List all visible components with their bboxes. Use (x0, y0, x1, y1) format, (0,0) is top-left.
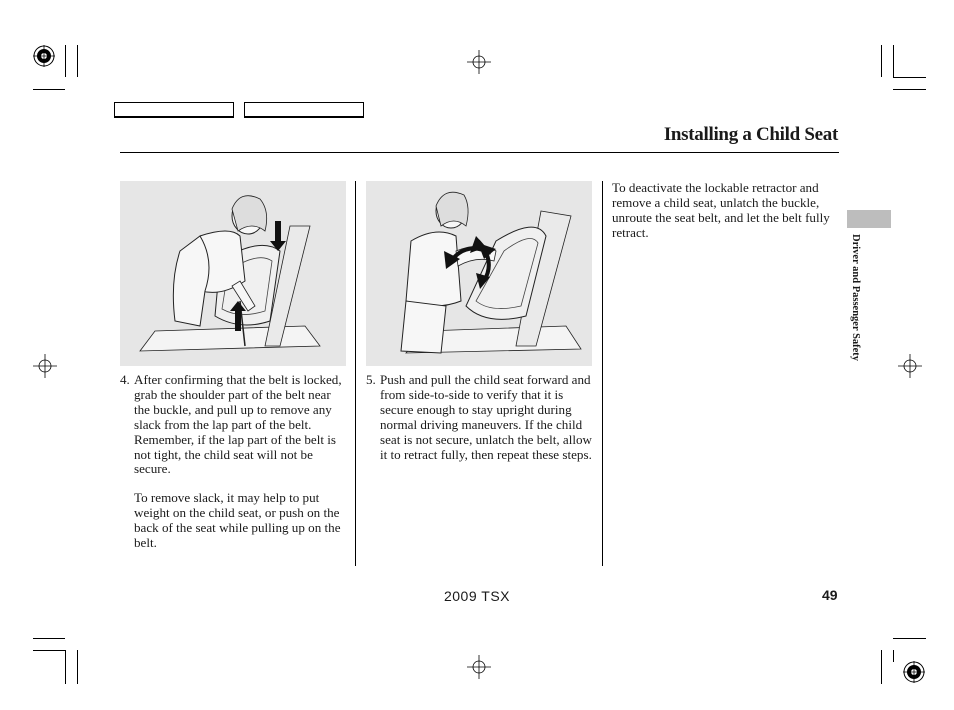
crop-line (893, 77, 926, 78)
illustration-test-secure (366, 181, 592, 366)
crop-line (33, 89, 65, 90)
crop-line (65, 650, 66, 684)
section-label: Driver and Passenger Safety (850, 234, 861, 362)
crop-line (77, 650, 78, 684)
step-number: 5. (366, 372, 376, 387)
section-tab (847, 210, 891, 228)
crop-line (65, 45, 66, 77)
crop-line (33, 638, 65, 639)
step-5 (366, 373, 592, 462)
crop-line (893, 638, 926, 639)
crop-line (893, 89, 926, 90)
crop-line (881, 45, 882, 77)
step-number: 4. (120, 372, 130, 387)
deactivate-retractor-text: To deactivate the lockable retractor and remove a child seat, unlatch the buckle, unroute the seat belt, and let the belt fully retract. (612, 180, 830, 240)
column-divider-2 (602, 181, 603, 566)
step-4 (120, 373, 344, 477)
crosshair-mark-bottom-center (467, 655, 491, 679)
page-number: 49 (822, 587, 838, 603)
registration-mark-bottom-right (903, 661, 925, 683)
step-text: After confirming that the belt is locked, grab the shoulder part of the belt near the buckle, and pull up to remove any slack from the lap part of the belt. Remember, if the lap part of the belt is not tight, the child seat will not be secure. (134, 372, 342, 477)
crop-line (881, 650, 882, 684)
column-divider-1 (355, 181, 356, 566)
title-rule (120, 152, 839, 153)
crosshair-mark-top-center (467, 50, 491, 74)
header-box-left (114, 102, 234, 118)
footer-model: 2009 TSX (443, 588, 510, 604)
illustration-tighten-belt (120, 181, 346, 366)
step-text: Push and pull the child seat forward and from side-to-side to verify that it is secure enough to stay upright during normal driving maneuvers. If the child seat is not secure, unlatch the belt, allow it to retract fully, then repeat these steps. (380, 372, 592, 462)
woman-testing-seat-illustration (366, 181, 592, 366)
crop-line (33, 650, 65, 651)
crop-line (893, 650, 894, 662)
crosshair-mark-right (898, 354, 922, 378)
crop-line (893, 45, 894, 77)
header-box-right (244, 102, 364, 118)
crosshair-mark-left (33, 354, 57, 378)
crop-line (77, 45, 78, 77)
page-title: Installing a Child Seat (663, 124, 838, 145)
slack-tip-text: To remove slack, it may help to put weight on the child seat, or push on the back of the seat while pulling up on the belt. (134, 490, 341, 550)
registration-mark-top-left (33, 45, 55, 67)
woman-pulling-belt-illustration (120, 181, 346, 366)
